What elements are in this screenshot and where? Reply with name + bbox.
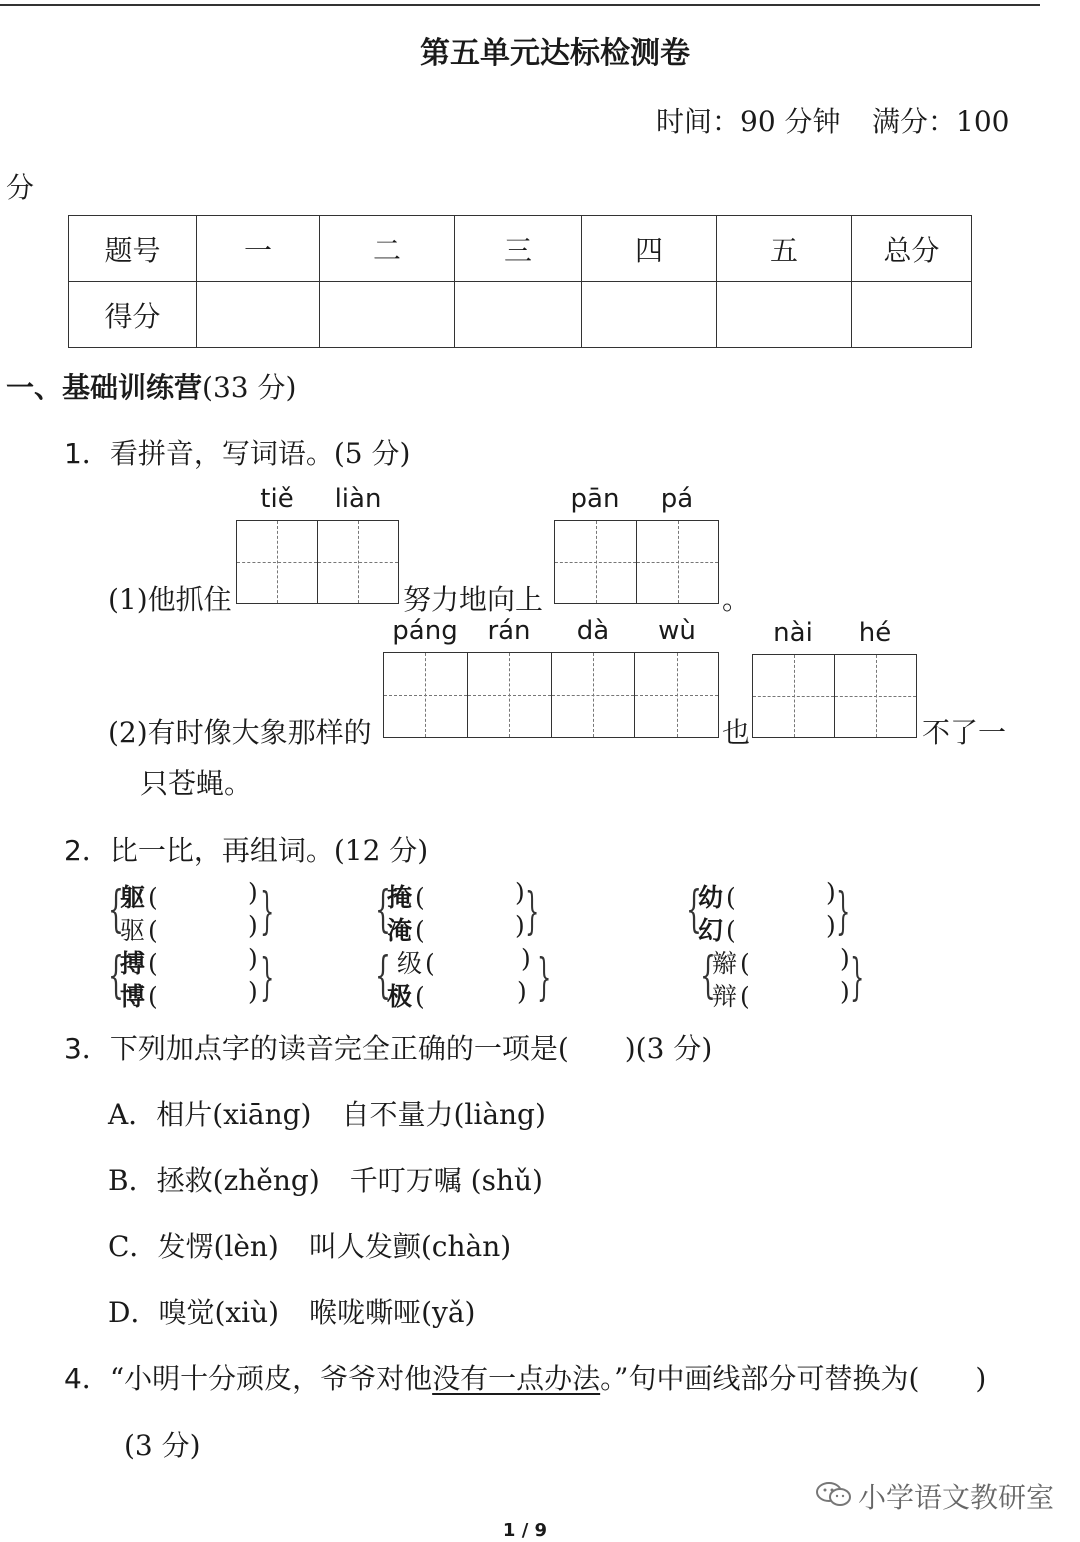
writing-cell[interactable] xyxy=(468,653,552,737)
paren-close: ) xyxy=(840,944,850,973)
score-cell[interactable] xyxy=(455,282,582,348)
table-header-cell: 总分 xyxy=(852,216,972,282)
paren-close: ) xyxy=(521,944,531,973)
score-cell[interactable] xyxy=(852,282,972,348)
question-text: 比一比，再组词。(12 分) xyxy=(109,834,429,867)
question-2 xyxy=(64,829,428,869)
question-text: 。”句中画线部分可替换为( ) xyxy=(600,1362,987,1395)
score-table xyxy=(68,215,972,348)
left-brace: { xyxy=(108,880,124,938)
question-text: 看拼音，写词语。(5 分) xyxy=(109,437,411,470)
question-number: 3． xyxy=(64,1032,110,1065)
pinyin-label: tiě xyxy=(260,484,294,514)
paren-open: ( xyxy=(740,982,750,1011)
left-brace: { xyxy=(108,946,124,1004)
compare-char: 极 xyxy=(387,982,413,1011)
paren-close: ) xyxy=(248,911,258,940)
sentence-2-end: 不了一 xyxy=(922,716,1007,749)
score-cell[interactable] xyxy=(320,282,455,348)
full-score-unit: 分 xyxy=(6,171,35,204)
option-word: 拯救(zhěng) xyxy=(156,1164,320,1197)
score-cell[interactable] xyxy=(197,282,320,348)
writing-grid[interactable] xyxy=(236,520,399,604)
score-cell[interactable] xyxy=(582,282,717,348)
paren-open: ( xyxy=(148,982,158,1011)
compare-pair xyxy=(375,944,555,1010)
writing-cell[interactable] xyxy=(384,653,468,737)
section-points: (33 分) xyxy=(202,371,297,404)
option-label: A． xyxy=(108,1098,157,1131)
compare-char: 级 xyxy=(397,949,423,978)
paren-open: ( xyxy=(415,982,425,1011)
paren-open: ( xyxy=(148,883,158,912)
compare-char: 辮 xyxy=(712,949,738,978)
right-brace: } xyxy=(525,882,540,940)
table-row xyxy=(69,282,972,348)
option-a[interactable] xyxy=(108,1093,546,1133)
exam-time: 时间：90 分钟 xyxy=(656,105,841,138)
pinyin-label: rán xyxy=(487,616,531,646)
question-number: 1． xyxy=(64,437,110,470)
option-word: 叫人发颤(chàn) xyxy=(308,1230,512,1263)
exam-full-score: 满分：100 xyxy=(872,105,1010,138)
option-word: 千叮万嘱 (shǔ) xyxy=(349,1164,543,1197)
writing-cell[interactable] xyxy=(637,521,718,603)
score-cell[interactable] xyxy=(717,282,852,348)
option-word: 自不量力(liàng) xyxy=(341,1098,546,1131)
table-row xyxy=(69,216,972,282)
pinyin-label: nài xyxy=(773,618,813,648)
writing-grid[interactable] xyxy=(554,520,719,604)
paren-close: ) xyxy=(826,878,836,907)
writing-grid[interactable] xyxy=(752,654,917,738)
option-label: B． xyxy=(108,1164,157,1197)
paren-close: ) xyxy=(248,944,258,973)
compare-pair xyxy=(686,878,866,944)
paren-open: ( xyxy=(726,883,736,912)
pinyin-label: pá xyxy=(660,484,694,514)
question-1 xyxy=(64,432,410,472)
right-brace: } xyxy=(836,882,851,940)
option-label: D． xyxy=(108,1296,159,1329)
paren-open: ( xyxy=(740,949,750,978)
compare-pair xyxy=(108,878,288,944)
writing-cell[interactable] xyxy=(552,653,636,737)
page-number: 1 / 9 xyxy=(502,1520,548,1541)
table-header-cell: 四 xyxy=(582,216,717,282)
left-brace: { xyxy=(375,946,391,1004)
option-word: 相片(xiāng) xyxy=(156,1098,312,1131)
option-word: 喉咙嘶哑(yǎ) xyxy=(309,1296,476,1329)
section-title xyxy=(6,366,296,406)
paren-open: ( xyxy=(415,916,425,945)
paren-open: ( xyxy=(148,916,158,945)
paren-close: ) xyxy=(515,878,525,907)
compare-char: 掩 xyxy=(387,883,413,912)
option-label: C． xyxy=(108,1230,158,1263)
sentence-2-continuation: 只苍蝇。 xyxy=(140,767,253,800)
pinyin-label: wù xyxy=(658,616,696,646)
right-brace: } xyxy=(537,948,552,1006)
paren-close: ) xyxy=(840,977,850,1006)
paren-close: ) xyxy=(248,977,258,1006)
pinyin-label: liàn xyxy=(334,484,382,514)
right-brace: } xyxy=(260,882,275,940)
question-4-points: (3 分) xyxy=(124,1429,201,1462)
compare-pair xyxy=(375,878,555,944)
question-3 xyxy=(64,1027,712,1067)
writing-cell[interactable] xyxy=(555,521,637,603)
right-brace: } xyxy=(260,948,275,1006)
top-rule xyxy=(0,4,1040,6)
compare-char: 驱 xyxy=(120,916,146,945)
compare-pair xyxy=(700,944,880,1010)
option-c[interactable] xyxy=(108,1225,511,1265)
sentence-1-middle: 努力地向上 xyxy=(403,583,544,616)
question-text: “小明十分顽皮，爷爷对他 xyxy=(109,1362,433,1395)
compare-char: 幼 xyxy=(698,883,724,912)
question-text: 下列加点字的读音完全正确的一项是( )(3 分) xyxy=(109,1032,713,1065)
paren-open: ( xyxy=(148,949,158,978)
question-number: 2． xyxy=(64,834,110,867)
compare-char: 搏 xyxy=(120,949,146,978)
page-title: 第五单元达标检测卷 xyxy=(420,36,690,71)
paren-open: ( xyxy=(415,883,425,912)
option-word: 发愣(lèn) xyxy=(157,1230,279,1263)
option-d[interactable] xyxy=(108,1291,475,1331)
writing-cell[interactable] xyxy=(753,655,835,737)
sentence-1-prefix: (1)他抓住 xyxy=(108,583,232,616)
wechat-icon xyxy=(815,1481,853,1507)
table-header-cell: 题号 xyxy=(69,216,197,282)
paren-close: ) xyxy=(826,911,836,940)
compare-pair xyxy=(108,944,288,1010)
compare-char: 躯 xyxy=(120,883,146,912)
paren-open: ( xyxy=(425,949,435,978)
pinyin-label: pān xyxy=(570,484,620,514)
question-number: 4． xyxy=(64,1362,110,1395)
left-brace: { xyxy=(375,880,391,938)
section-title-text: 一、基础训练营 xyxy=(6,371,203,404)
underlined-phrase: 没有一点办法 xyxy=(432,1362,601,1395)
pinyin-label: páng xyxy=(392,616,458,646)
compare-char: 博 xyxy=(120,982,146,1011)
writing-grid[interactable] xyxy=(383,652,719,738)
table-header-cell: 一 xyxy=(197,216,320,282)
left-brace: { xyxy=(700,946,716,1004)
paren-close: ) xyxy=(517,977,527,1006)
writing-cell[interactable] xyxy=(318,521,398,603)
table-header-cell: 五 xyxy=(717,216,852,282)
option-word: 嗅觉(xiù) xyxy=(158,1296,280,1329)
compare-char: 幻 xyxy=(698,916,724,945)
question-4 xyxy=(64,1357,986,1397)
table-header-cell: 二 xyxy=(320,216,455,282)
option-b[interactable] xyxy=(108,1159,543,1199)
paren-close: ) xyxy=(515,911,525,940)
paren-open: ( xyxy=(726,916,736,945)
compare-char: 辩 xyxy=(712,982,738,1011)
table-row-label: 得分 xyxy=(69,282,197,348)
writing-cell[interactable] xyxy=(237,521,318,603)
writing-cell[interactable] xyxy=(835,655,916,737)
writing-cell[interactable] xyxy=(635,653,718,737)
table-header-cell: 三 xyxy=(455,216,582,282)
pinyin-label: dà xyxy=(576,616,610,646)
sentence-1-end: 。 xyxy=(722,583,751,616)
right-brace: } xyxy=(850,948,865,1006)
pinyin-label: hé xyxy=(858,618,892,648)
paren-close: ) xyxy=(248,878,258,907)
compare-char: 淹 xyxy=(387,916,413,945)
sentence-2-prefix: (2)有时像大象那样的 xyxy=(108,716,372,749)
watermark-text: 小学语文教研室 xyxy=(858,1481,1055,1514)
left-brace: { xyxy=(686,880,702,938)
sentence-2-middle: 也 xyxy=(722,716,751,749)
